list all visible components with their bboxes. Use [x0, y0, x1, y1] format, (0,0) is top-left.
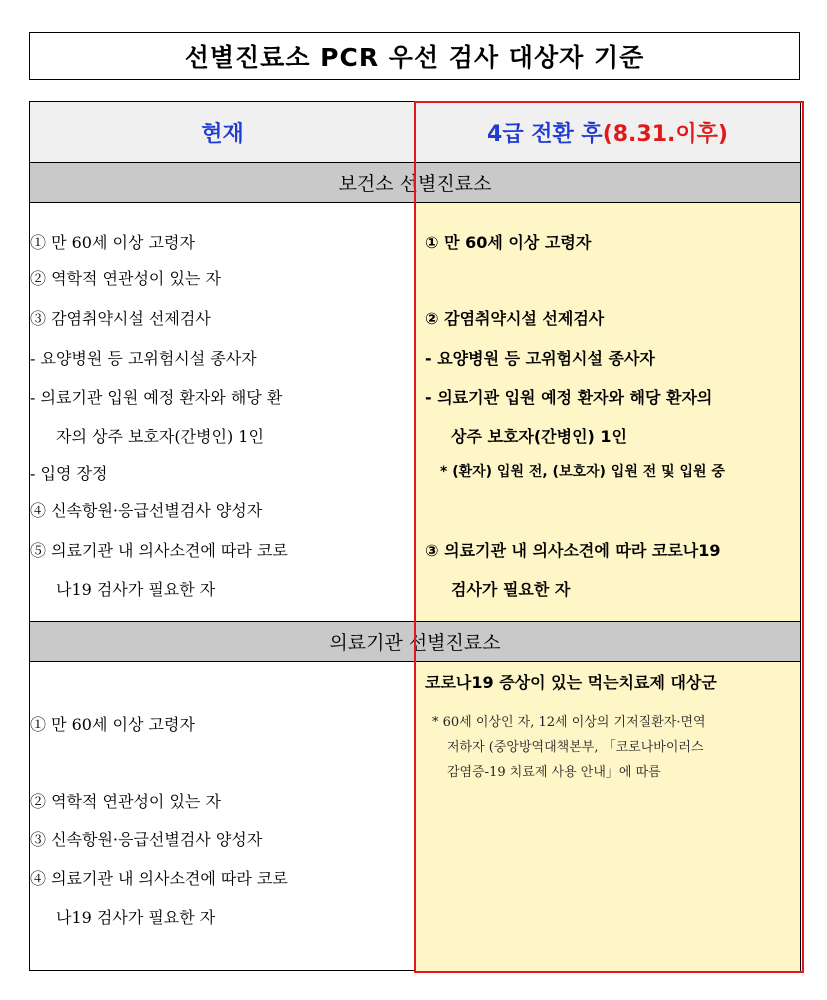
- after-item: ② 감염취약시설 선제검사: [425, 309, 605, 328]
- after-item: ① 만 60세 이상 고령자: [425, 233, 592, 252]
- current-subitem-continued: 자의 상주 보호자(간병인) 1인: [56, 427, 264, 446]
- after-item-continued: 검사가 필요한 자: [451, 580, 571, 599]
- after-heading: 코로나19 증상이 있는 먹는치료제 대상군: [425, 673, 717, 692]
- column-divider-header: [415, 102, 416, 162]
- column-divider-section2: [415, 662, 416, 971]
- after-subitem: - 의료기관 입원 예정 환자와 해당 환자의: [425, 388, 713, 407]
- column-header-current: 현재: [201, 121, 244, 147]
- section-public-health-center: 보건소 선별진료소: [30, 162, 800, 203]
- after-note: 저하자 (중앙방역대책본부, 「코로나바이러스: [447, 740, 704, 755]
- current-item: ② 역학적 연관성이 있는 자: [30, 792, 221, 811]
- current-subitem: - 의료기관 입원 예정 환자와 해당 환: [30, 388, 283, 407]
- current-item: ① 만 60세 이상 고령자: [30, 715, 195, 734]
- column-header-after-date: (8.31.이후): [602, 121, 728, 147]
- section-medical-institution: 의료기관 선별진료소: [30, 621, 800, 662]
- current-item-continued: 나19 검사가 필요한 자: [56, 908, 216, 927]
- current-item: ③ 감염취약시설 선제검사: [30, 309, 211, 328]
- column-divider-section1: [415, 203, 416, 621]
- current-item: ⑤ 의료기관 내 의사소견에 따라 코로: [30, 541, 288, 560]
- current-subitem: - 요양병원 등 고위험시설 종사자: [30, 349, 257, 368]
- after-subitem-continued: 상주 보호자(간병인) 1인: [451, 427, 628, 446]
- document-title: 선별진료소 PCR 우선 검사 대상자 기준: [29, 32, 800, 80]
- current-item: ① 만 60세 이상 고령자: [30, 233, 195, 252]
- current-subitem: - 입영 장정: [30, 464, 108, 483]
- after-subitem: - 요양병원 등 고위험시설 종사자: [425, 349, 655, 368]
- column-header-after: [415, 102, 800, 162]
- after-note: 감염증-19 치료제 사용 안내」에 따름: [447, 765, 661, 780]
- after-note: * 60세 이상인 자, 12세 이상의 기저질환자·면역: [432, 715, 706, 730]
- current-item: ③ 신속항원·응급선별검사 양성자: [30, 830, 263, 849]
- column-header-after-label: 4급 전환 후: [487, 121, 603, 147]
- after-item: ③ 의료기관 내 의사소견에 따라 코로나19: [425, 541, 721, 560]
- current-item: ④ 신속항원·응급선별검사 양성자: [30, 501, 263, 520]
- highlight-after-section2: [415, 662, 800, 971]
- current-item: ④ 의료기관 내 의사소견에 따라 코로: [30, 869, 288, 888]
- current-item-continued: 나19 검사가 필요한 자: [56, 580, 216, 599]
- after-footnote: * (환자) 입원 전, (보호자) 입원 전 및 입원 중: [440, 464, 725, 480]
- current-item: ② 역학적 연관성이 있는 자: [30, 269, 221, 288]
